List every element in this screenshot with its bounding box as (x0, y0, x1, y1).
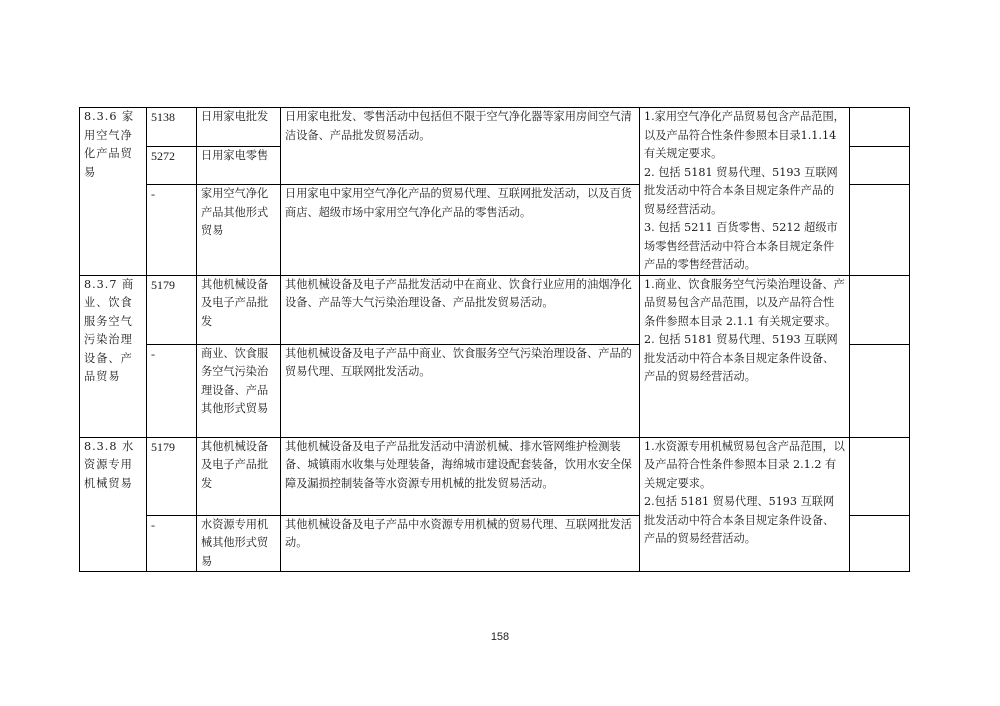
industry-name: 水资源专用机械其他形式贸易 (197, 515, 281, 572)
note-item: 2. 包括 5181 贸易代理、5193 互联网批发活动中符合本条目规定条件产品的贸易经营活动。 (644, 165, 838, 216)
empty-cell (850, 437, 910, 515)
industry-name: 其他机械设备及电子产品批发 (197, 275, 281, 344)
section-title: 8.3.8 水资源专用机械贸易 (80, 437, 147, 572)
section-notes (640, 275, 850, 437)
industry-code: 5179 (147, 437, 197, 515)
industry-description: 其他机械设备及电子产品中水资源专用机械的贸易代理、互联网批发活动。 (281, 515, 640, 572)
section-title: 8.3.6 家用空气净化产品贸易 (80, 108, 147, 276)
note-item: 2. 包括 5181 贸易代理、5193 互联网批发活动中符合本条目规定条件设备、产品的贸易经营活动。 (644, 333, 838, 383)
table-row (80, 275, 910, 344)
empty-cell (850, 344, 910, 437)
industry-description: 日用家电批发、零售活动中包括但不限于空气净化器等家用房间空气清洁设备、产品批发贸易活动。 (281, 108, 640, 185)
industry-code: - (147, 344, 197, 437)
table-row (80, 437, 910, 515)
note-item: 2.包括 5181 贸易代理、5193 互联网批发活动中符合本条目规定条件设备、产品的贸易经营活动。 (644, 495, 835, 545)
industry-description: 其他机械设备及电子产品批发活动中清淤机械、排水管网维护检测装备、城镇雨水收集与处理装备，海绵城市建设配套装备，饮用水安全保障及漏损控制装备等水资源专用机械的批发贸易活动。 (281, 437, 640, 515)
industry-description: 日用家电中家用空气净化产品的贸易代理、互联网批发活动，以及百货商店、超级市场中家用空气净化产品的零售活动。 (281, 185, 640, 275)
industry-name: 日用家电零售 (197, 147, 281, 185)
catalog-table (79, 107, 910, 572)
industry-name: 其他机械设备及电子产品批发 (197, 437, 281, 515)
industry-description: 其他机械设备及电子产品中商业、饮食服务空气污染治理设备、产品的贸易代理、互联网批发活动。 (281, 344, 640, 437)
section-title: 8.3.7 商业、饮食服务空气污染治理设备、产品贸易 (80, 275, 147, 437)
empty-cell (850, 275, 910, 344)
industry-code: - (147, 515, 197, 572)
section-notes (640, 437, 850, 572)
note-item: 1.商业、饮食服务空气污染治理设备、产品贸易包含产品范围，以及产品符合性条件参照本目录 2.1.1 有关规定要求。 (644, 277, 845, 328)
industry-code: 5138 (147, 108, 197, 147)
note-item: 3. 包括 5211 百货零售、5212 超级市场零售经营活动中符合本条目规定条件产品的零售经营活动。 (644, 221, 838, 271)
empty-cell (850, 108, 910, 147)
industry-code: 5179 (147, 275, 197, 344)
industry-name: 商业、饮食服务空气污染治理设备、产品其他形式贸易 (197, 344, 281, 437)
industry-name: 家用空气净化产品其他形式贸易 (197, 185, 281, 275)
industry-code: - (147, 185, 197, 275)
industry-code: 5272 (147, 147, 197, 185)
empty-cell (850, 147, 910, 185)
empty-cell (850, 185, 910, 275)
note-item: 1.家用空气净化产品贸易包含产品范围，以及产品符合性条件参照本目录1.1.14 有关规定要求。 (644, 110, 845, 160)
section-notes (640, 108, 850, 276)
page-number: 158 (490, 631, 510, 643)
note-item: 1.水资源专用机械贸易包含产品范围，以及产品符合性条件参照本目录 2.1.2 有关规定要求。 (644, 439, 845, 490)
industry-description: 其他机械设备及电子产品批发活动中在商业、饮食行业应用的油烟净化设备、产品等大气污染治理设备、产品批发贸易活动。 (281, 275, 640, 344)
industry-name: 日用家电批发 (197, 108, 281, 147)
empty-cell (850, 515, 910, 572)
table-row (80, 108, 910, 147)
